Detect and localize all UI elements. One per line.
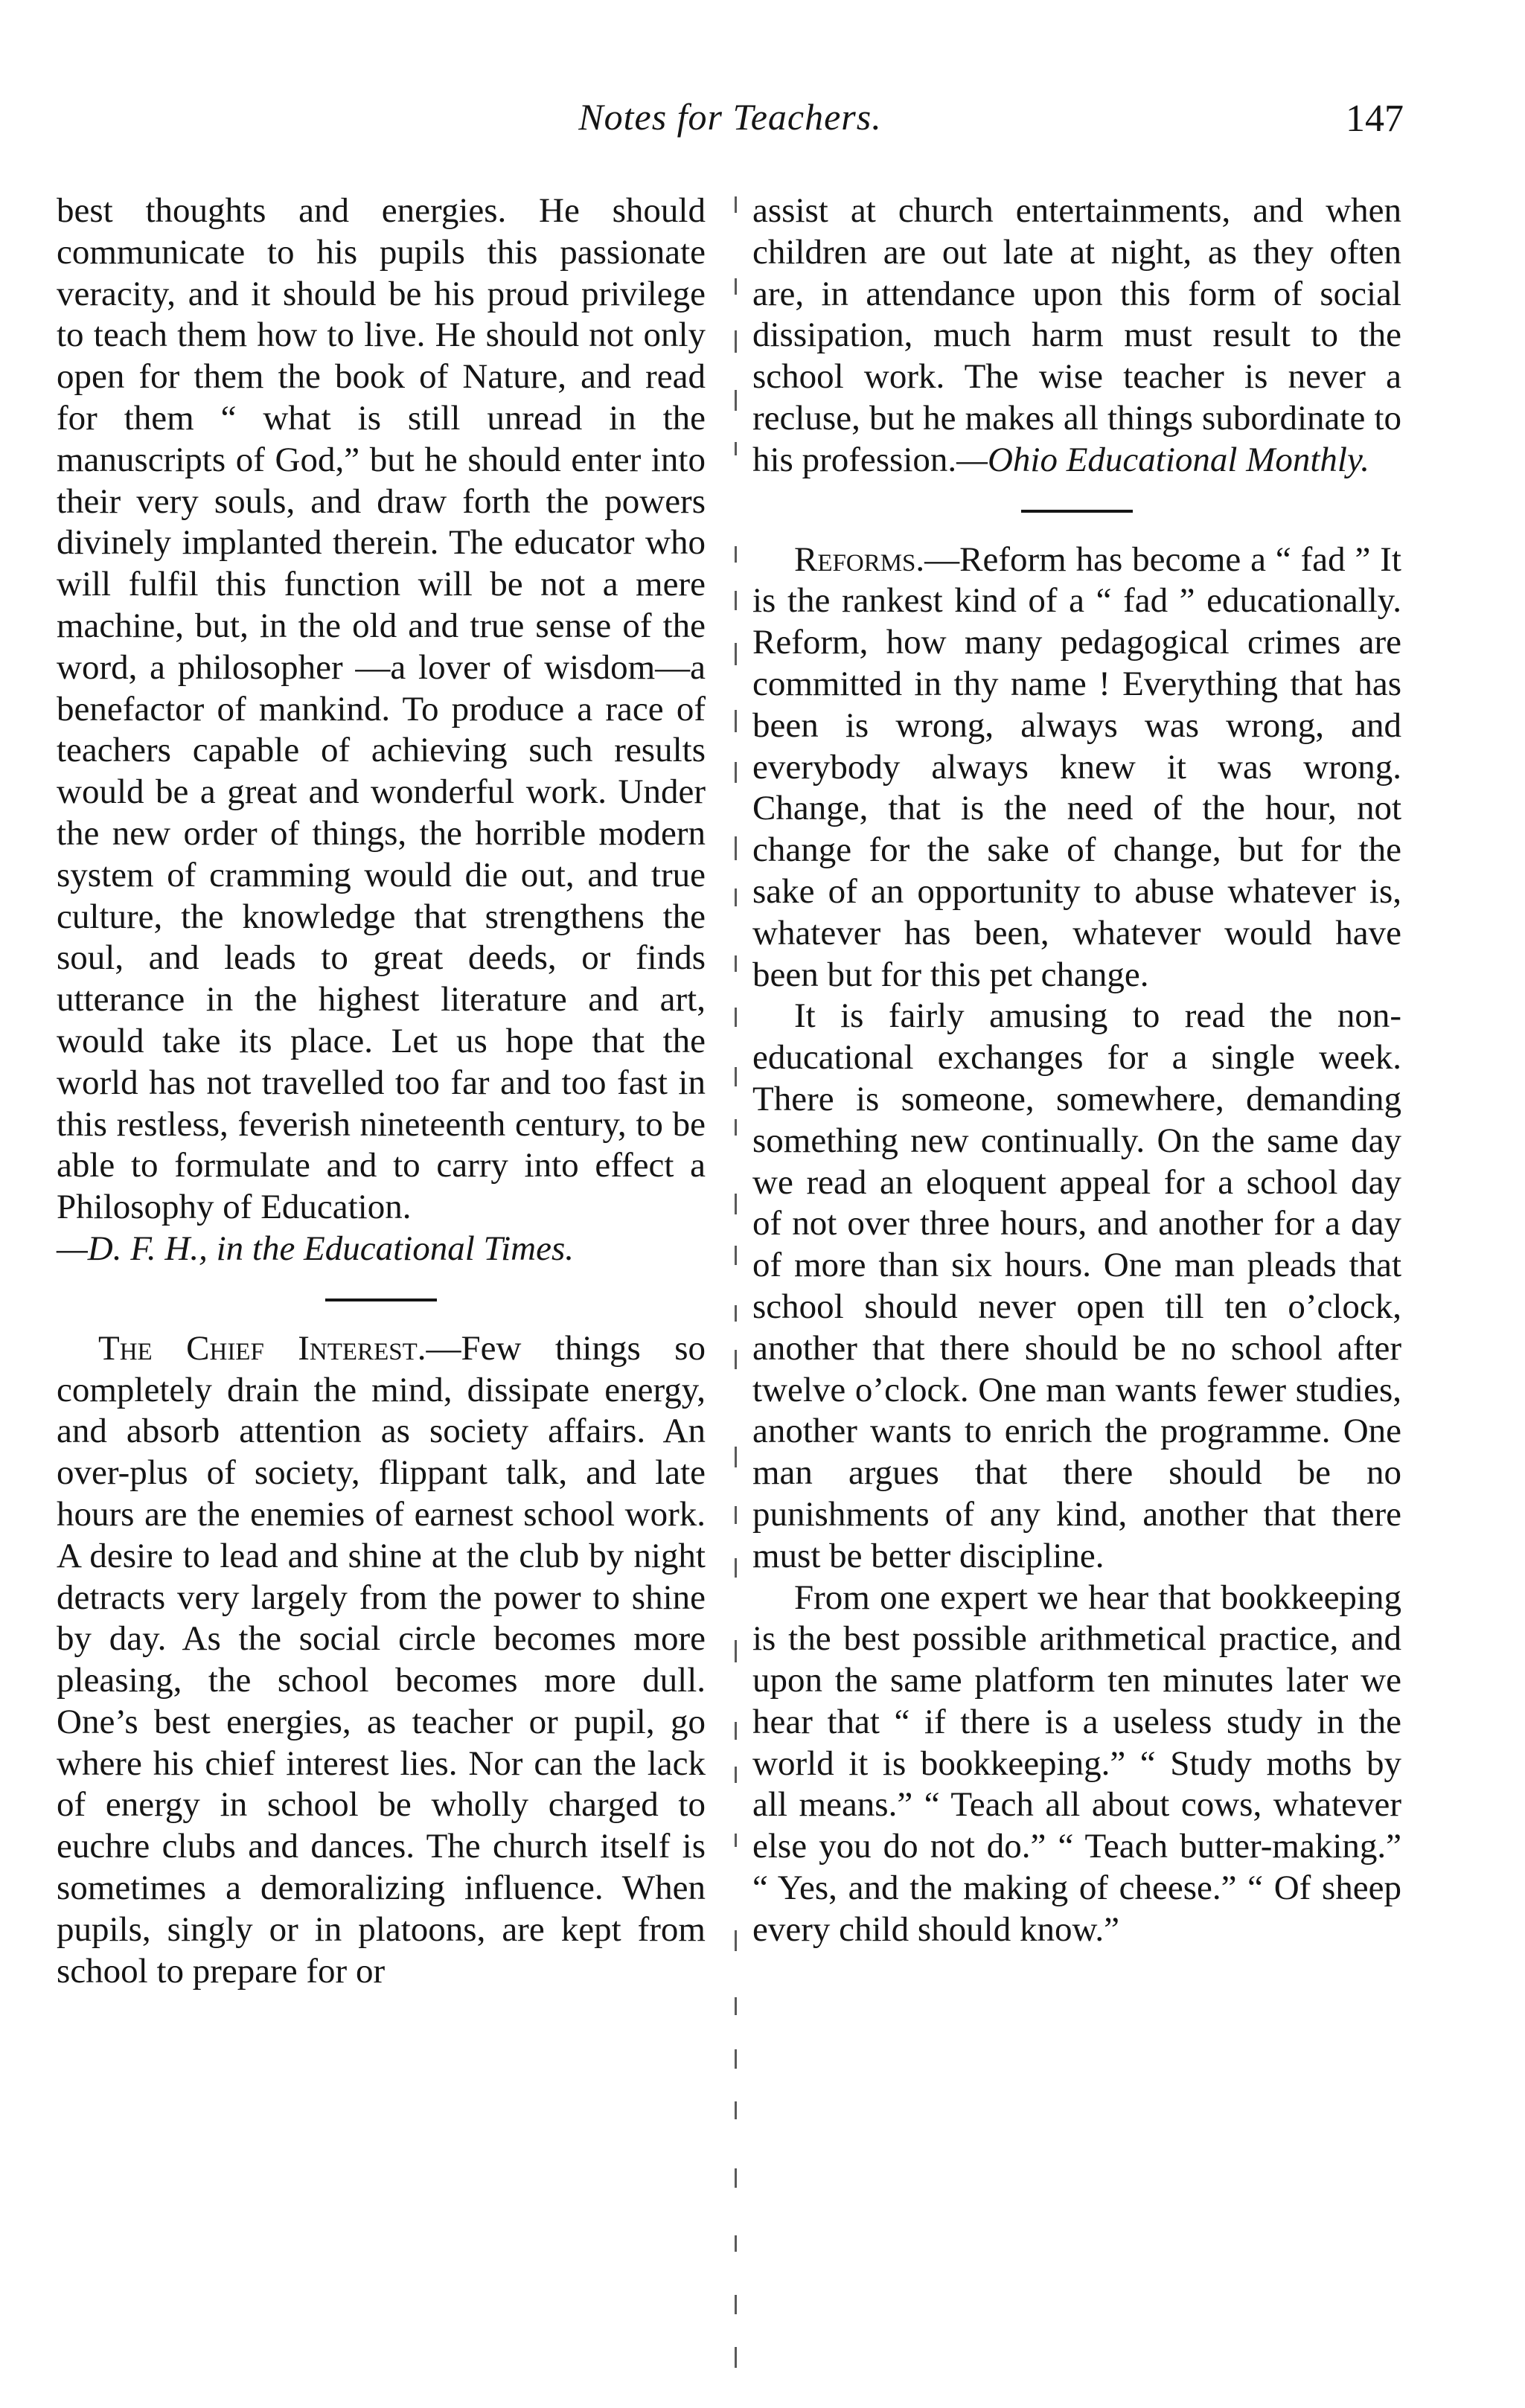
paragraph-exchanges: It is fairly amusing to read the non-educational exchanges for a single week. There is someone, somewhere, demanding something new continually. On the same day we read an eloquent appeal for a school day of not over three hours, and another for a day of more than six hours. One man pleads that school should never open till ten o’clock, another that there should be no school after twelve o’clock. One man wants fewer studies, another wants to enrich the programme. One man argues that there should be no punishments of any kind, another that there must be better discipline. [752,996,1401,1575]
attribution-educational-times: —D. F. H., in the Educational Times. [57,1229,574,1268]
left-column [57,190,706,1992]
gutter-marks [733,196,739,2377]
paragraph-chief-interest-continued [752,190,1401,481]
page-number: 147 [1346,97,1404,140]
page-header [57,95,1404,155]
section-divider [325,1299,437,1301]
section-heading: The Chief Interest. [98,1328,426,1368]
paragraph-text: —Few things so completely drain the mind, dissipate energy, and absorb attention as society affairs. An over-plus of society, flippant talk, and late hours are the enemies of earnest school work. A desire to lead and shine at the club by night detracts very largely from the power to shine by day. As the social circle becomes more pleasing, the school becomes more dull. One’s best energies, as teacher or pupil, go where his chief interest lies. Nor can the lack of energy in school be wholly charged to euchre clubs and dances. The church itself is sometimes a demoralizing influence. When pupils, singly or in platoons, are kept from school to prepare for or [57,1328,706,1991]
paragraph-text: best thoughts and energies. He should communicate to his pupils this passionate veracity, and it should be his proud privilege to teach them how to live. He should not only open for them the book of Nature, and read for them “ what is still unread in the manuscripts of God,” but he should enter into their very souls, and draw forth the powers divinely implanted therein. The educator who will fulfil this function will be not a mere machine, but, in the old and true sense of the word, a philosopher —a lover of wisdom—a benefactor of mankind. To produce a race of teachers capable of achieving such results would be a great and wonderful work. Under the new order of things, the horrible modern system of cramming would die out, and true culture, the knowledge that strengthens the soul, and leads to great deeds, or finds utterance in the highest literature and art, would take its place. Let us hope that the world has not travelled too far and too fast in this restless, feverish nineteenth century, to be able to formulate and to carry into effect a Philosophy of Education. [57,191,706,1227]
paragraph-chief-interest [57,1328,706,1993]
attribution-ohio-educational-monthly: —Ohio Educational Monthly. [956,440,1369,479]
paragraph-bookkeeping: From one expert we hear that bookkeeping is the best possible arithmetical practice, and upon the same platform ten minutes later we hear that “ if there is a useless study in the world it is bookkeeping.” “ Study moths by all means.” “ Teach all about cows, whatever else you do not do.” “ Teach butter-making.” “ Yes, and the making of cheese.” “ Of sheep every child should know.” [752,1578,1401,1949]
running-title: Notes for Teachers. [578,96,882,138]
paragraph-philosophy-of-education [57,190,706,1229]
section-heading: Reforms. [794,539,925,579]
paragraph-text: —Reform has become a “ fad ” It is the rankest kind of a “ fad ” educationally. Reform, how many pedagogical crimes are committed in thy name ! Everything that has been is wrong, always was wrong, and everybody always knew it was wrong. Change, that is the need of the hour, not change for the sake of change, but for the sake of an opportunity to abuse whatever is, whatever has been, whatever would have been but for this pet change. [752,539,1401,994]
paragraph-reforms [752,539,1401,996]
right-column [752,190,1401,1951]
section-divider [1021,510,1133,513]
paragraph-text: assist at church entertainments, and when children are out late at night, as they often are, in attendance upon this form of social dissipation, much harm must result to the school work. The wise teacher is never a recluse, but he makes all things subordinate to his profession. [752,191,1401,479]
